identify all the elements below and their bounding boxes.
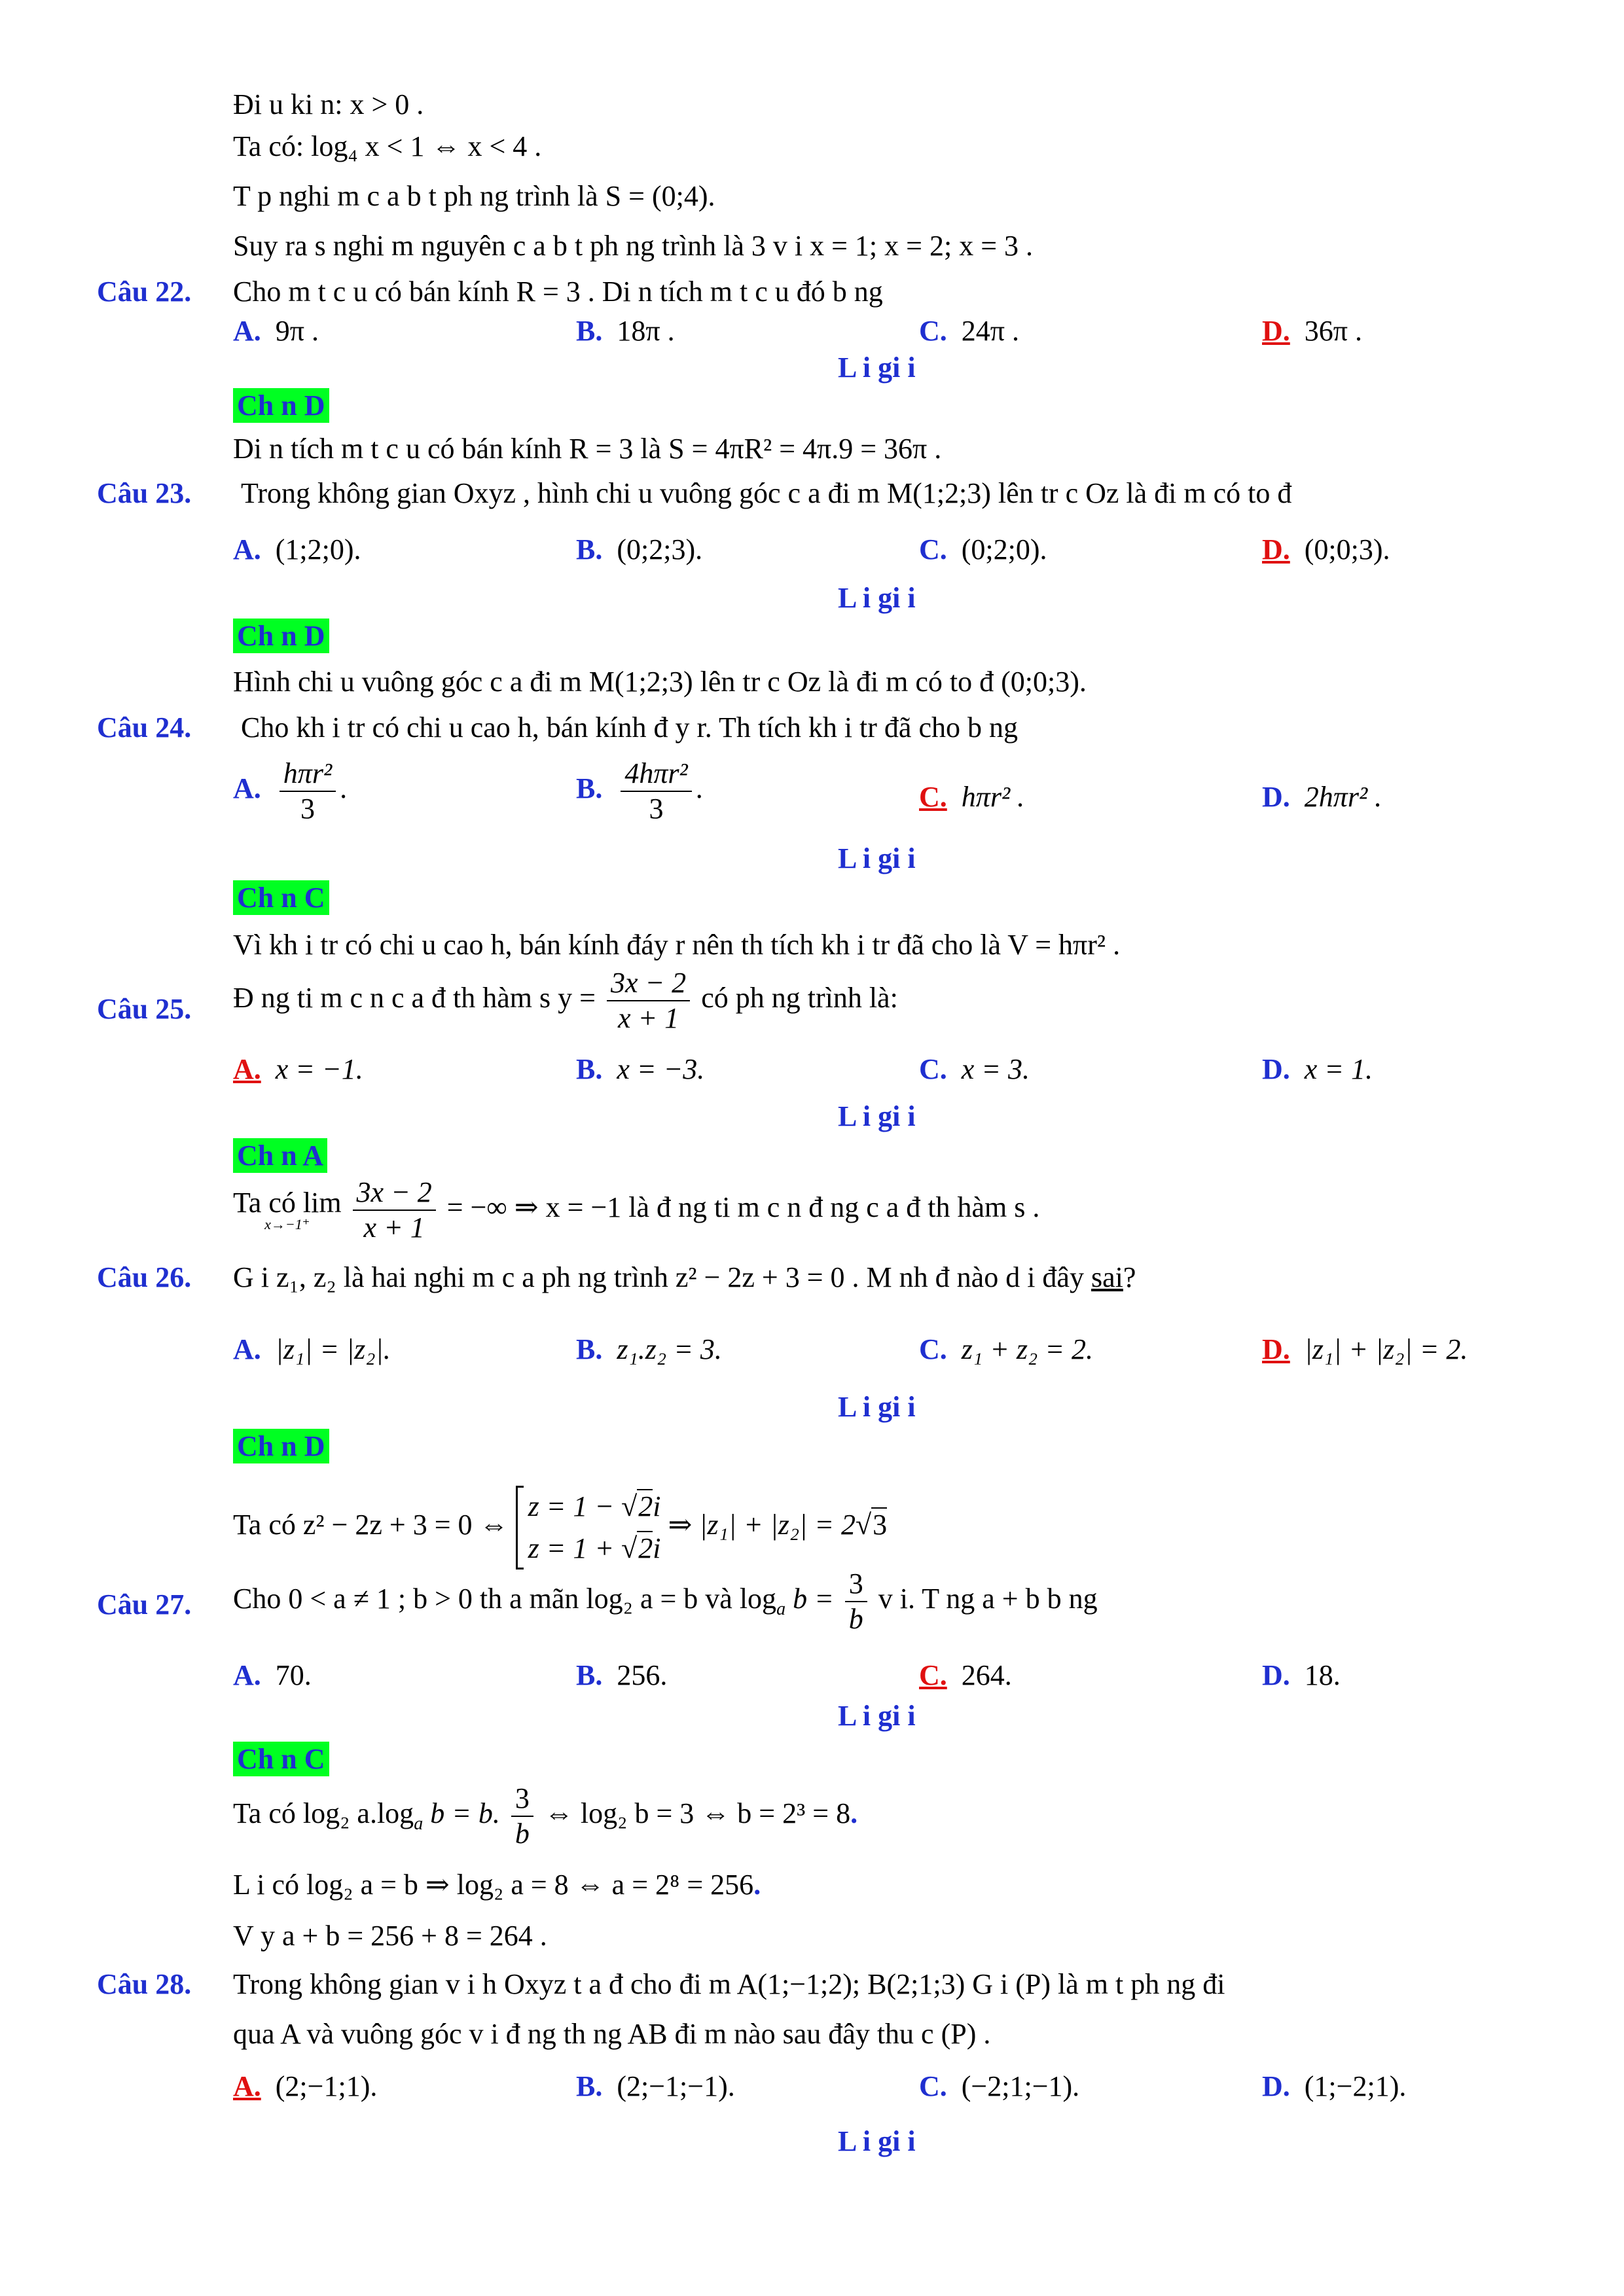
option-a-23 bbox=[233, 535, 361, 564]
question-number-26: Câu 26. bbox=[97, 1261, 192, 1293]
option-label: C. bbox=[919, 315, 947, 347]
option-value: (0;0;3). bbox=[1304, 533, 1390, 565]
option-value: 9π . bbox=[275, 315, 319, 347]
option-label-correct: D. bbox=[1262, 1333, 1290, 1365]
option-value: x = −3. bbox=[617, 1053, 705, 1085]
option-value: (0;2;0). bbox=[961, 533, 1047, 565]
option-label: B. bbox=[576, 772, 603, 805]
solution-heading-26: L i gi i bbox=[838, 1391, 916, 1423]
fraction-numerator: hπr² bbox=[280, 759, 336, 792]
option-a-27 bbox=[233, 1661, 312, 1690]
answer-choice-23 bbox=[233, 622, 329, 651]
row-part: z = 1 − bbox=[528, 1490, 622, 1522]
option-d-25 bbox=[1262, 1055, 1373, 1084]
option-label: B. bbox=[576, 2070, 603, 2102]
question-text-part: có ph ng trình là: bbox=[701, 982, 898, 1014]
sqrt-value: 3 bbox=[873, 1508, 888, 1541]
option-label-correct: A. bbox=[233, 2070, 261, 2102]
chosen-answer-badge: Ch n D bbox=[233, 1429, 329, 1463]
fraction-denominator: x + 1 bbox=[363, 1211, 425, 1244]
row-part: z = 1 + bbox=[528, 1532, 622, 1564]
fraction bbox=[845, 1570, 867, 1634]
question-text-28-line-2: qua A và vuông góc v i đ ng th ng AB đi m nào sau đây thu c (P) . bbox=[233, 2018, 991, 2050]
option-value: 264. bbox=[961, 1659, 1012, 1691]
question-text-25 bbox=[233, 969, 898, 1033]
question-text-24: Cho kh i tr có chi u cao h, bán kính đ y r. Th tích kh i tr đã cho b ng bbox=[241, 711, 1018, 744]
option-label-correct: D. bbox=[1262, 533, 1290, 565]
solution-text-part: ⇔ log₂ b = 3 ⇔ b = 2³ = 8 bbox=[544, 1797, 851, 1830]
solution-text-part: Ta có log₂ a.log bbox=[233, 1797, 414, 1830]
option-value: (1;2;0). bbox=[275, 533, 361, 565]
solution-line-26: Ta có z² − 2z + 3 = 0 ⇔ z = 1 − √2i z = 1 + √2i ⇒ |z₁| + |z₂| = 2√3 bbox=[233, 1486, 887, 1570]
option-d-23 bbox=[1262, 535, 1390, 564]
question-number-24: Câu 24. bbox=[97, 711, 192, 744]
option-value: |z₁| + |z₂| = 2. bbox=[1304, 1333, 1468, 1365]
solution-line-27-3: V y a + b = 256 + 8 = 264 . bbox=[233, 1920, 547, 1952]
solution-dot: . bbox=[753, 1869, 761, 1901]
sqrt-value: 2 bbox=[638, 1490, 653, 1522]
option-value: 36π . bbox=[1304, 315, 1362, 347]
solution-heading-28: L i gi i bbox=[838, 2125, 916, 2157]
question-text-part: Đ ng ti m c n c a đ th hàm s y = bbox=[233, 982, 596, 1014]
question-text-part: b = bbox=[785, 1583, 834, 1615]
option-a-25 bbox=[233, 1055, 363, 1084]
option-value: x = 3. bbox=[961, 1053, 1030, 1085]
option-b-27 bbox=[576, 1661, 667, 1690]
option-label: D. bbox=[1262, 781, 1290, 813]
option-d-26 bbox=[1262, 1335, 1468, 1364]
solution-text-part: b = b. bbox=[423, 1797, 500, 1830]
option-a-26 bbox=[233, 1335, 391, 1364]
limit-subscript: x→−1⁺ bbox=[264, 1216, 310, 1232]
row-part: i bbox=[653, 1490, 661, 1522]
option-c-25 bbox=[919, 1055, 1030, 1084]
option-label: C. bbox=[919, 1053, 947, 1085]
fraction-denominator: b bbox=[514, 1818, 530, 1850]
question-text-23: Trong không gian Oxyz , hình chi u vuông góc c a đi m M(1;2;3) lên tr c Oz là đi m có to đ bbox=[241, 477, 1292, 509]
option-b-25 bbox=[576, 1055, 704, 1084]
limit-text: Ta có lim bbox=[233, 1187, 342, 1219]
option-c-27 bbox=[919, 1661, 1012, 1690]
option-b-23 bbox=[576, 535, 702, 564]
option-d-27 bbox=[1262, 1661, 1341, 1690]
fraction-denominator: x + 1 bbox=[617, 1002, 679, 1034]
chosen-answer-badge: Ch n D bbox=[233, 619, 329, 653]
answer-choice-26 bbox=[233, 1432, 329, 1461]
question-text-part: G i z₁, z₂ là hai nghi m c a ph ng trình z² − 2z + 3 = 0 . M nh đ nào d i đây bbox=[233, 1261, 1084, 1293]
option-label: B. bbox=[576, 1333, 603, 1365]
option-label-correct: D. bbox=[1262, 315, 1290, 347]
option-value: 70. bbox=[275, 1659, 312, 1691]
option-label: B. bbox=[576, 315, 603, 347]
question-text-part: Cho 0 < a ≠ 1 ; b > 0 th a mãn log₂ a = b và log bbox=[233, 1583, 777, 1615]
fraction bbox=[511, 1784, 533, 1848]
option-label: B. bbox=[576, 1053, 603, 1085]
intro-line-3: T p nghi m c a b t ph ng trình là S = (0;4). bbox=[233, 180, 715, 212]
option-label: D. bbox=[1262, 2070, 1290, 2102]
option-label: A. bbox=[233, 315, 261, 347]
option-value: 256. bbox=[617, 1659, 668, 1691]
intro-line-2: Ta có: log₄ x < 1 ⇔ x < 4 . bbox=[233, 130, 542, 162]
option-c-24 bbox=[919, 783, 1024, 812]
option-b-26 bbox=[576, 1335, 722, 1364]
option-label-correct: C. bbox=[919, 1659, 947, 1691]
solution-heading-24: L i gi i bbox=[838, 842, 916, 874]
fraction bbox=[280, 759, 336, 823]
solution-line-23: Hình chi u vuông góc c a đi m M(1;2;3) lên tr c Oz là đi m có to đ (0;0;3). bbox=[233, 666, 1087, 698]
option-c-22 bbox=[919, 317, 1019, 346]
fraction-numerator: 3 bbox=[511, 1784, 533, 1817]
solution-line-27-1 bbox=[233, 1784, 857, 1848]
chosen-answer-badge: Ch n D bbox=[233, 388, 329, 423]
fraction-denominator: 3 bbox=[300, 793, 315, 825]
question-number-23: Câu 23. bbox=[97, 477, 192, 509]
option-b-22 bbox=[576, 317, 675, 346]
option-label-correct: C. bbox=[919, 781, 947, 813]
option-value: (−2;1;−1). bbox=[961, 2070, 1080, 2102]
option-value: 2hπr² . bbox=[1304, 781, 1382, 813]
intro-line-1: Đi u ki n: x > 0 . bbox=[233, 88, 424, 120]
solution-heading-23: L i gi i bbox=[838, 582, 916, 614]
option-c-23 bbox=[919, 535, 1047, 564]
answer-choice-22 bbox=[233, 391, 329, 420]
option-value: |z₁| = |z₂|. bbox=[275, 1333, 391, 1365]
question-text-27 bbox=[233, 1570, 1098, 1634]
limit-expression bbox=[233, 1189, 342, 1232]
solution-line-24: Vì kh i tr có chi u cao h, bán kính đáy r nên th tích kh i tr đã cho là V = hπr² . bbox=[233, 929, 1121, 961]
solution-heading-25: L i gi i bbox=[838, 1100, 916, 1132]
equation-system-bracket bbox=[516, 1486, 661, 1570]
option-value: (2;−1;−1). bbox=[617, 2070, 735, 2102]
fraction bbox=[353, 1178, 436, 1242]
solution-text-part: = −∞ ⇒ x = −1 là đ ng ti m c n đ ng c a đ th hàm s . bbox=[446, 1191, 1040, 1224]
chosen-answer-badge: Ch n C bbox=[233, 1742, 329, 1776]
option-value: z₁ + z₂ = 2. bbox=[961, 1333, 1094, 1365]
option-value: (1;−2;1). bbox=[1304, 2070, 1407, 2102]
option-label: B. bbox=[576, 533, 603, 565]
option-label: A. bbox=[233, 1659, 261, 1691]
solution-line-27-2 bbox=[233, 1871, 761, 1899]
option-b-24: B. $\frac{\text{4hπr²}}{3}$ . bbox=[576, 757, 703, 825]
solution-text-part: L i có log₂ a = b ⇒ log₂ a = 8 ⇔ a = 2⁸ = 256 bbox=[233, 1869, 754, 1901]
solution-dot: . bbox=[850, 1797, 858, 1830]
option-c-26 bbox=[919, 1335, 1093, 1364]
option-label: C. bbox=[919, 533, 947, 565]
option-value: 18π . bbox=[617, 315, 675, 347]
option-a-24: A. $\frac{\text{hπr²}}{3}$ . bbox=[233, 757, 348, 825]
solution-line-25 bbox=[233, 1178, 1039, 1242]
fraction-numerator: 3x − 2 bbox=[607, 969, 690, 1001]
answer-choice-24 bbox=[233, 884, 329, 912]
option-value: z₁.z₂ = 3. bbox=[617, 1333, 722, 1365]
option-label-correct: A. bbox=[233, 1053, 261, 1085]
question-number-22: Câu 22. bbox=[97, 276, 192, 308]
option-label: A. bbox=[233, 533, 261, 565]
solution-heading-22: L i gi i bbox=[838, 351, 916, 384]
solution-line-22: Di n tích m t c u có bán kính R = 3 là S = 4πR² = 4π.9 = 36π . bbox=[233, 433, 942, 465]
fraction-numerator: 4hπr² bbox=[621, 759, 691, 792]
log-base: a bbox=[414, 1813, 424, 1834]
emphasis-sai: sai bbox=[1091, 1261, 1123, 1293]
fraction-numerator: 3 bbox=[845, 1570, 867, 1602]
solution-text-part: ⇒ |z₁| + |z₂| = 2 bbox=[668, 1508, 856, 1541]
fraction-denominator: 3 bbox=[649, 793, 664, 825]
row-part: i bbox=[653, 1532, 661, 1564]
answer-choice-25 bbox=[233, 1141, 327, 1170]
sqrt-value: 2 bbox=[638, 1532, 653, 1564]
fraction-numerator: 3x − 2 bbox=[353, 1178, 436, 1211]
option-a-28 bbox=[233, 2072, 377, 2101]
option-label: C. bbox=[919, 2070, 947, 2102]
option-value: hπr² . bbox=[961, 781, 1025, 813]
system-row-1: z = 1 − √2i bbox=[528, 1490, 661, 1522]
option-label: D. bbox=[1262, 1659, 1290, 1691]
option-value: 24π . bbox=[961, 315, 1019, 347]
question-text-26 bbox=[233, 1263, 1136, 1292]
option-d-28 bbox=[1262, 2072, 1406, 2101]
answer-choice-27 bbox=[233, 1745, 329, 1774]
option-value: (2;−1;1). bbox=[275, 2070, 378, 2102]
question-text-part: v i. T ng a + b b ng bbox=[878, 1583, 1098, 1615]
system-row-2: z = 1 + √2i bbox=[528, 1532, 661, 1564]
chosen-answer-badge: Ch n A bbox=[233, 1138, 327, 1173]
question-number-28: Câu 28. bbox=[97, 1968, 192, 2000]
option-label: D. bbox=[1262, 1053, 1290, 1085]
question-text-part: ? bbox=[1123, 1261, 1136, 1293]
option-label: B. bbox=[576, 1659, 603, 1691]
solution-text-part: Ta có z² − 2z + 3 = 0 ⇔ bbox=[233, 1508, 509, 1541]
option-c-28 bbox=[919, 2072, 1079, 2101]
question-number-25: Câu 25. bbox=[97, 993, 192, 1025]
solution-heading-27: L i gi i bbox=[838, 1700, 916, 1732]
log-base: a bbox=[776, 1598, 786, 1619]
option-value: x = 1. bbox=[1304, 1053, 1373, 1085]
option-d-22 bbox=[1262, 317, 1362, 346]
option-a-22 bbox=[233, 317, 319, 346]
question-number-27: Câu 27. bbox=[97, 1588, 192, 1621]
option-label: A. bbox=[233, 1333, 261, 1365]
chosen-answer-badge: Ch n C bbox=[233, 880, 329, 915]
option-d-24 bbox=[1262, 783, 1382, 812]
fraction bbox=[621, 759, 691, 823]
question-text-22: Cho m t c u có bán kính R = 3 . Di n tích m t c u đó b ng bbox=[233, 276, 883, 308]
fraction-denominator: b bbox=[848, 1603, 863, 1635]
question-text-28-line-1: Trong không gian v i h Oxyz t a đ cho đi m A(1;−1;2); B(2;1;3) G i (P) là m t ph ng đi bbox=[233, 1968, 1225, 2000]
option-value: x = −1. bbox=[275, 1053, 363, 1085]
option-value: (0;2;3). bbox=[617, 533, 703, 565]
option-b-28 bbox=[576, 2072, 735, 2101]
intro-line-4: Suy ra s nghi m nguyên c a b t ph ng trình là 3 v i x = 1; x = 2; x = 3 . bbox=[233, 230, 1034, 262]
option-label: C. bbox=[919, 1333, 947, 1365]
option-value: 18. bbox=[1304, 1659, 1341, 1691]
fraction bbox=[607, 969, 690, 1033]
option-label: A. bbox=[233, 772, 261, 805]
